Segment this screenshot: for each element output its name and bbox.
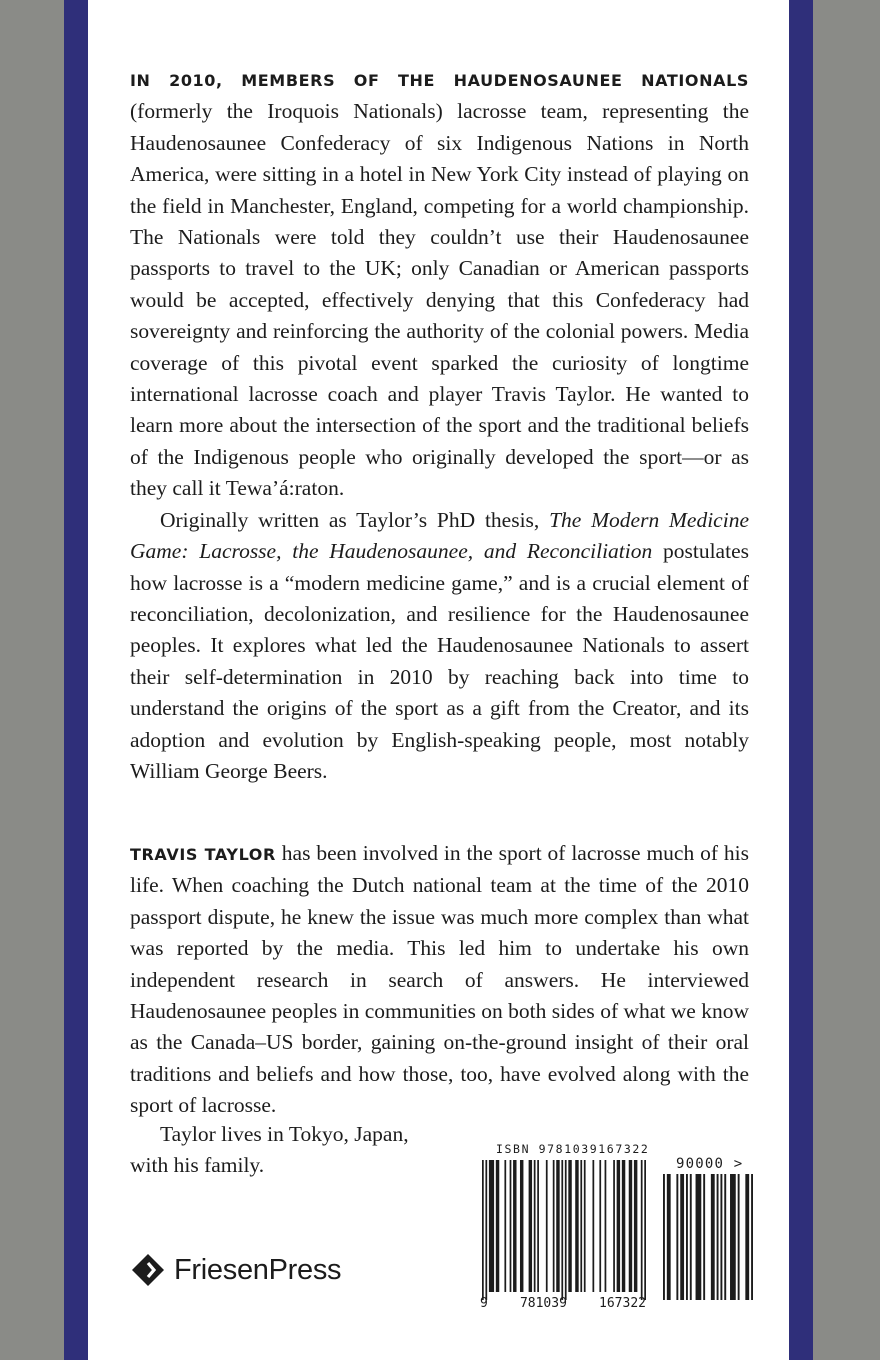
barcode-bar bbox=[696, 1174, 702, 1300]
barcode-bar bbox=[485, 1160, 487, 1300]
barcode-bar bbox=[504, 1160, 506, 1292]
description-paragraph-1 bbox=[130, 64, 749, 505]
barcode-bar bbox=[629, 1160, 632, 1292]
barcode-bar bbox=[568, 1160, 571, 1292]
barcode-bar bbox=[730, 1174, 736, 1300]
publisher-name: FriesenPress bbox=[174, 1253, 342, 1286]
barcode-bar bbox=[644, 1160, 646, 1300]
barcode-bar bbox=[711, 1174, 715, 1300]
isbn-digit-prefix: 9 bbox=[480, 1296, 488, 1311]
barcode-bar bbox=[667, 1174, 671, 1300]
barcode-bar bbox=[482, 1160, 484, 1300]
right-cover-band bbox=[789, 0, 813, 1360]
friesenpress-diamond-logo-icon bbox=[130, 1252, 166, 1288]
barcode-bar bbox=[641, 1160, 643, 1300]
barcode-bar bbox=[738, 1174, 740, 1300]
barcode-bar bbox=[575, 1160, 578, 1292]
barcode-bar bbox=[529, 1160, 532, 1292]
barcode-bar bbox=[565, 1160, 567, 1300]
description-lead: IN 2010, MEMBERS OF THE HAUDENOSAUNEE NATIONALS bbox=[130, 71, 749, 90]
book-description bbox=[130, 64, 749, 787]
barcode-bar bbox=[745, 1174, 749, 1300]
description-body-2b: postulates how lacrosse is a “modern medicine game,” and is a crucial element of reconciliation, decolonization, and resilience for the Haudenosaunee peoples. It explores what led the Haudenosaunee Nationals to assert their self-determination in 2010 by reaching back into time to understand the origins of the sport as a gift from the Creator, and its adoption and evolution by English-speaking people, most notably William George Beers. bbox=[130, 539, 749, 783]
isbn-label: ISBN 9781039167322 bbox=[496, 1142, 650, 1156]
author-bio bbox=[130, 838, 749, 1122]
barcode-bar bbox=[556, 1160, 559, 1292]
barcode-bar bbox=[546, 1160, 548, 1292]
barcode-bar bbox=[613, 1160, 615, 1292]
back-cover-page bbox=[88, 0, 789, 1360]
bio-line-2: with his family. bbox=[130, 1153, 265, 1178]
barcode-bar bbox=[690, 1174, 692, 1300]
barcode-bar bbox=[676, 1174, 678, 1300]
description-body-1: (formerly the Iroquois Nationals) lacrosse team, representing the Haudenosaunee Confederacy of six Indigenous Nations in North America, were sitting in a hotel in New York City instead of playing on the field in Manchester, England, competing for a world championship. The Nationals were told they couldn’t use their Haudenosaunee passports to travel to the UK; only Canadian or American passports would be accepted, effectively denying that this Confederacy had sovereignty and reinforcing the authority of the colonial powers. Media coverage of this pivotal event sparked the curiosity of longtime international lacrosse coach and player Travis Taylor. He wanted to learn more about the intersection of the sport and the traditional beliefs of the Indigenous people who originally developed the sport—or as they call it Tewa’á:raton. bbox=[130, 99, 749, 501]
price-code: 90000 > bbox=[676, 1156, 744, 1172]
barcode-bar bbox=[513, 1160, 516, 1292]
barcode-bar bbox=[580, 1160, 582, 1292]
bio-body-1: has been involved in the sport of lacrosse much of his life. When coaching the Dutch national team at the time of the 2010 passport dispute, he knew the issue was much more complex than what was reported by the media. This led him to undertake his own independent research in search of answers. He interviewed Haudenosaunee peoples in communities on both sides of what we know as the Canada–US border, gaining on-the-ground insight of their oral traditions and beliefs and how those, too, have evolved along with the sport of lacrosse. bbox=[130, 841, 749, 1118]
barcode-bar bbox=[592, 1160, 594, 1292]
description-paragraph-2 bbox=[130, 505, 749, 788]
barcode-bar bbox=[553, 1160, 555, 1292]
left-cover-band bbox=[64, 0, 88, 1360]
bio-line-1: Taylor lives in Tokyo, Japan, bbox=[160, 1122, 409, 1146]
barcode-bar bbox=[617, 1160, 620, 1292]
barcode-bar bbox=[703, 1174, 705, 1300]
barcode-bar bbox=[489, 1160, 494, 1292]
barcode-bar bbox=[520, 1160, 523, 1292]
barcode-bar bbox=[634, 1160, 637, 1292]
isbn-barcode bbox=[482, 1160, 646, 1300]
barcode-bar bbox=[584, 1160, 586, 1292]
barcode-bar bbox=[537, 1160, 539, 1292]
publisher-logo bbox=[130, 1252, 341, 1288]
barcode-bar bbox=[751, 1174, 753, 1300]
barcode-bar bbox=[599, 1160, 601, 1292]
barcode-bar bbox=[561, 1160, 563, 1300]
description-body-2a: Originally written as Taylor’s PhD thesis, bbox=[160, 507, 550, 532]
barcode-bar bbox=[720, 1174, 722, 1300]
isbn-digits bbox=[480, 1296, 646, 1311]
barcode-bar bbox=[686, 1174, 688, 1300]
barcode-bar bbox=[510, 1160, 512, 1292]
author-name: TRAVIS TAYLOR bbox=[130, 845, 276, 864]
isbn-digit-group-1: 781039 bbox=[519, 1296, 567, 1311]
barcode-bar bbox=[605, 1160, 607, 1292]
isbn-digit-group-2: 167322 bbox=[599, 1296, 646, 1311]
barcode-bar bbox=[717, 1174, 719, 1300]
barcode-bar bbox=[622, 1160, 625, 1292]
barcode-bar bbox=[724, 1174, 726, 1300]
bio-paragraph-1 bbox=[130, 838, 749, 1122]
author-bio-residence bbox=[130, 1119, 749, 1182]
barcode-bar bbox=[534, 1160, 536, 1292]
barcode-bar bbox=[496, 1160, 499, 1292]
barcode-bar bbox=[663, 1174, 665, 1300]
barcode-bar bbox=[680, 1174, 684, 1300]
book-title: The Modern Medicine Game: Lacrosse, the Haudenosaunee, and Reconciliation bbox=[130, 507, 749, 564]
price-addon-barcode bbox=[663, 1174, 753, 1300]
